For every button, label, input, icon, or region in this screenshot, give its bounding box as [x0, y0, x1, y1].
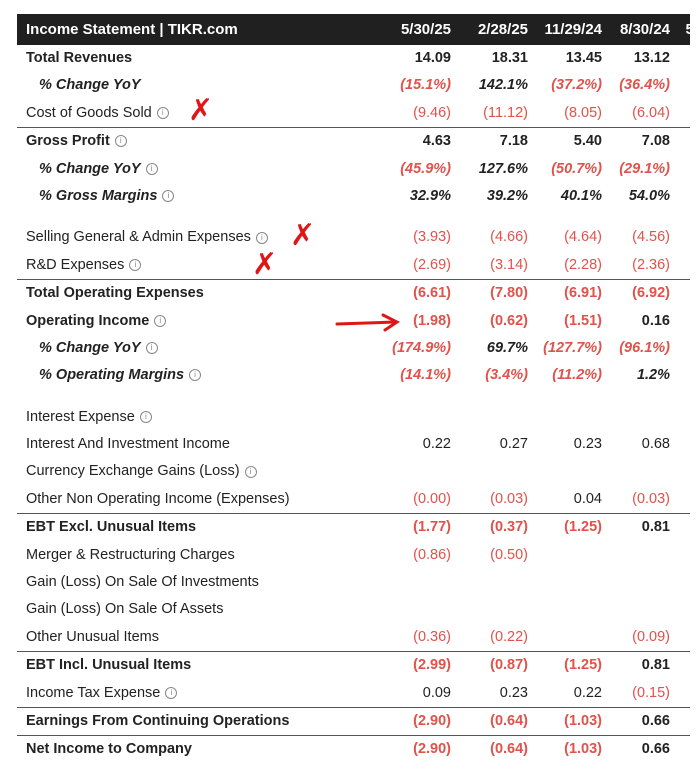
table-row [17, 100, 690, 127]
cell-value: (3.14) [490, 256, 528, 273]
cell-value: (0.62) [490, 312, 528, 329]
cell-value: (4.64) [564, 229, 602, 246]
table-title: Income Statement | TIKR.com [26, 21, 238, 38]
cell-value: (0.22) [490, 628, 528, 645]
cell-value: (96.1%) [619, 339, 670, 356]
cell-value: (127.7%) [543, 339, 602, 356]
info-icon[interactable]: i [256, 232, 268, 244]
cell-value: (50.7%) [551, 160, 602, 177]
table-header [17, 14, 698, 45]
cell-value: (2.36) [632, 256, 670, 273]
cell-value: (1.03) [564, 741, 602, 758]
cell-value: (0.86) [413, 546, 451, 563]
info-icon[interactable]: i [157, 107, 169, 119]
cell-value: 0.81 [641, 657, 670, 674]
info-icon[interactable]: i [154, 315, 166, 327]
cell-value: (6.61) [413, 285, 451, 302]
cross-icon: ✗ [188, 93, 214, 128]
row-label-text: Total Operating Expenses [26, 285, 204, 302]
row-label [26, 105, 169, 121]
row-label [26, 574, 259, 590]
table-row [17, 362, 690, 389]
row-label-text: Cost of Goods Sold [26, 104, 152, 121]
cell-value: 142.1% [478, 77, 528, 94]
cell-value: (36.4%) [619, 77, 670, 94]
spacer [17, 390, 690, 404]
row-label [26, 601, 223, 617]
row-label [26, 713, 289, 729]
cell-value: (15.1%) [400, 77, 451, 94]
table-row [17, 651, 690, 679]
table-row [17, 127, 690, 155]
cross-icon: ✗ [290, 218, 316, 253]
table-row [17, 458, 690, 485]
row-label-text: Other Non Operating Income (Expenses) [26, 490, 290, 507]
row-label-text: EBT Incl. Unusual Items [26, 657, 192, 674]
cell-value: (1.25) [564, 519, 602, 536]
cell-value: (29.1%) [619, 160, 670, 177]
cell-value: (2.90) [413, 741, 451, 758]
cell-value: (45.9%) [400, 160, 451, 177]
row-label-text: Earnings From Continuing Operations [26, 712, 290, 729]
cell-value: 13.12 [633, 50, 670, 66]
row-label-text: Gain (Loss) On Sale Of Assets [26, 601, 224, 618]
row-label [26, 741, 192, 757]
cell-value: 7.18 [499, 133, 528, 150]
row-label-text: % Change YoY [39, 339, 141, 356]
cell-value: 13.45 [565, 50, 602, 66]
cell-value: (0.50) [490, 546, 528, 563]
row-label [26, 257, 141, 273]
table-row [17, 486, 690, 513]
row-label [26, 519, 196, 535]
row-label [26, 229, 268, 245]
row-label [39, 367, 201, 383]
row-label-text: Other Unusual Items [26, 628, 159, 645]
info-icon[interactable]: i [146, 342, 158, 354]
col-header: 11/29/24 [544, 21, 602, 38]
row-label-text: % Change YoY [39, 160, 141, 177]
cell-value: (2.28) [564, 256, 602, 273]
row-label-text: EBT Excl. Unusual Items [26, 519, 197, 536]
row-label-text: Selling General & Admin Expenses [26, 229, 251, 246]
cell-value: 0.66 [641, 741, 670, 758]
cell-value: 39.2% [486, 187, 528, 204]
income-statement-table [17, 14, 698, 764]
table-row [17, 252, 690, 279]
row-label [26, 463, 257, 479]
cell-value: 0.22 [422, 436, 451, 453]
cell-value: 0.23 [573, 436, 602, 453]
row-label [39, 161, 158, 177]
row-label-text: R&D Expenses [26, 256, 125, 273]
cell-value: 0.68 [641, 436, 670, 453]
cell-value: (0.64) [490, 712, 528, 729]
cell-value: (3.93) [413, 229, 451, 246]
cell-value: (2.69) [413, 256, 451, 273]
table-row [17, 513, 690, 541]
cell-value: 0.22 [573, 684, 602, 701]
info-icon[interactable]: i [129, 259, 141, 271]
cell-value: 0.66 [641, 712, 670, 729]
table-row [17, 279, 690, 307]
row-label-text: % Operating Margins [39, 367, 185, 384]
cell-value: 0.23 [499, 684, 528, 701]
cross-icon: ✗ [252, 247, 278, 282]
cell-value: 54.0% [628, 187, 670, 204]
table-row [17, 707, 690, 735]
cell-value: (11.12) [483, 104, 528, 121]
row-label [39, 340, 158, 356]
cell-value: (0.87) [490, 657, 528, 674]
cell-value: (0.09) [632, 628, 670, 645]
cell-value: (3.4%) [485, 367, 528, 384]
cell-value: (1.51) [564, 312, 602, 329]
cell-value: 4.63 [422, 133, 451, 150]
row-label [26, 547, 235, 563]
cell-value: 0.81 [641, 519, 670, 536]
cell-value: (0.00) [413, 490, 451, 507]
table-row [17, 569, 690, 596]
row-label [26, 133, 127, 149]
col-header: 8/30/24 [619, 21, 670, 38]
row-label-text: Income Tax Expense [26, 684, 161, 701]
cell-value: (8.05) [564, 104, 602, 121]
row-label [39, 77, 141, 93]
row-label-text: % Gross Margins [39, 187, 158, 204]
cell-value: 1.2% [636, 367, 670, 384]
cell-value: (174.9%) [392, 339, 451, 356]
cell-value: 0.27 [499, 436, 528, 453]
row-label-text: Total Revenues [26, 50, 133, 66]
row-label-text: Operating Income [26, 312, 150, 329]
table-row [17, 542, 690, 569]
row-label [26, 436, 230, 452]
cell-value: (0.03) [632, 490, 670, 507]
cell-value: 7.08 [641, 133, 670, 150]
cell-value: (14.1%) [400, 367, 451, 384]
cell-value: (4.66) [490, 229, 528, 246]
table-row [17, 431, 690, 458]
col-header: 5/ [685, 21, 698, 38]
cell-value: (9.46) [413, 104, 451, 121]
cell-value: (2.90) [413, 712, 451, 729]
row-label [39, 188, 174, 204]
cell-value: (6.92) [632, 285, 670, 302]
row-label-text: Merger & Restructuring Charges [26, 546, 235, 563]
row-label [26, 629, 159, 645]
cell-value: (0.03) [490, 490, 528, 507]
cell-value: 0.09 [422, 684, 451, 701]
row-label-text: Gross Profit [26, 133, 110, 150]
cell-value: (1.25) [564, 657, 602, 674]
row-label [26, 285, 204, 301]
col-header: 2/28/25 [477, 21, 528, 38]
row-label [26, 657, 191, 673]
cell-value: (6.91) [564, 285, 602, 302]
row-label [26, 313, 166, 329]
info-icon[interactable]: i [245, 466, 257, 478]
row-label [26, 50, 132, 66]
table-row [17, 308, 690, 335]
info-icon[interactable]: i [115, 135, 127, 147]
info-icon[interactable]: i [165, 687, 177, 699]
cell-value: 127.6% [478, 160, 528, 177]
info-icon[interactable]: i [140, 411, 152, 423]
cell-value: (0.37) [490, 519, 528, 536]
cell-value: 5.40 [573, 133, 602, 150]
spacer [17, 210, 690, 224]
cell-value: 0.04 [573, 490, 602, 507]
row-label-text: % Change YoY [39, 77, 141, 94]
cell-value: (11.2%) [552, 367, 602, 384]
cell-value: (37.2%) [551, 77, 602, 94]
row-label-text: Net Income to Company [26, 741, 192, 758]
table-row [17, 735, 690, 763]
table-row [17, 680, 690, 707]
row-label [26, 491, 290, 507]
row-label [26, 685, 177, 701]
cell-value: (0.64) [490, 741, 528, 758]
table-row [17, 224, 690, 251]
cell-value: (1.98) [413, 312, 451, 329]
table-row [17, 72, 690, 99]
cell-value: 69.7% [486, 339, 528, 356]
cell-value: (0.15) [632, 684, 670, 701]
table-row [17, 156, 690, 183]
row-label [26, 409, 152, 425]
cell-value: (1.77) [413, 519, 451, 536]
cell-value: (1.03) [564, 712, 602, 729]
row-label-text: Currency Exchange Gains (Loss) [26, 463, 240, 480]
cell-value: (0.36) [413, 628, 451, 645]
row-label-text: Interest Expense [26, 408, 135, 425]
cell-value: 18.31 [491, 50, 528, 66]
cell-value: 0.16 [641, 312, 670, 329]
cell-value: 14.09 [414, 50, 451, 66]
info-icon[interactable]: i [146, 163, 158, 175]
cell-value: (7.80) [490, 285, 528, 302]
cell-value: (4.56) [632, 229, 670, 246]
table-row [17, 183, 690, 210]
cell-value: (2.99) [413, 657, 451, 674]
table-row [17, 596, 690, 623]
table-row [17, 404, 690, 431]
info-icon[interactable]: i [162, 190, 174, 202]
table-row [17, 335, 690, 362]
cell-value: 32.9% [409, 187, 451, 204]
cell-value: 40.1% [560, 187, 602, 204]
row-label-text: Interest And Investment Income [26, 436, 230, 453]
table-row [17, 624, 690, 651]
info-icon[interactable]: i [189, 369, 201, 381]
row-label-text: Gain (Loss) On Sale Of Investments [26, 574, 259, 591]
table-row [17, 45, 690, 72]
col-header: 5/30/25 [400, 21, 451, 38]
cell-value: (6.04) [632, 104, 670, 121]
